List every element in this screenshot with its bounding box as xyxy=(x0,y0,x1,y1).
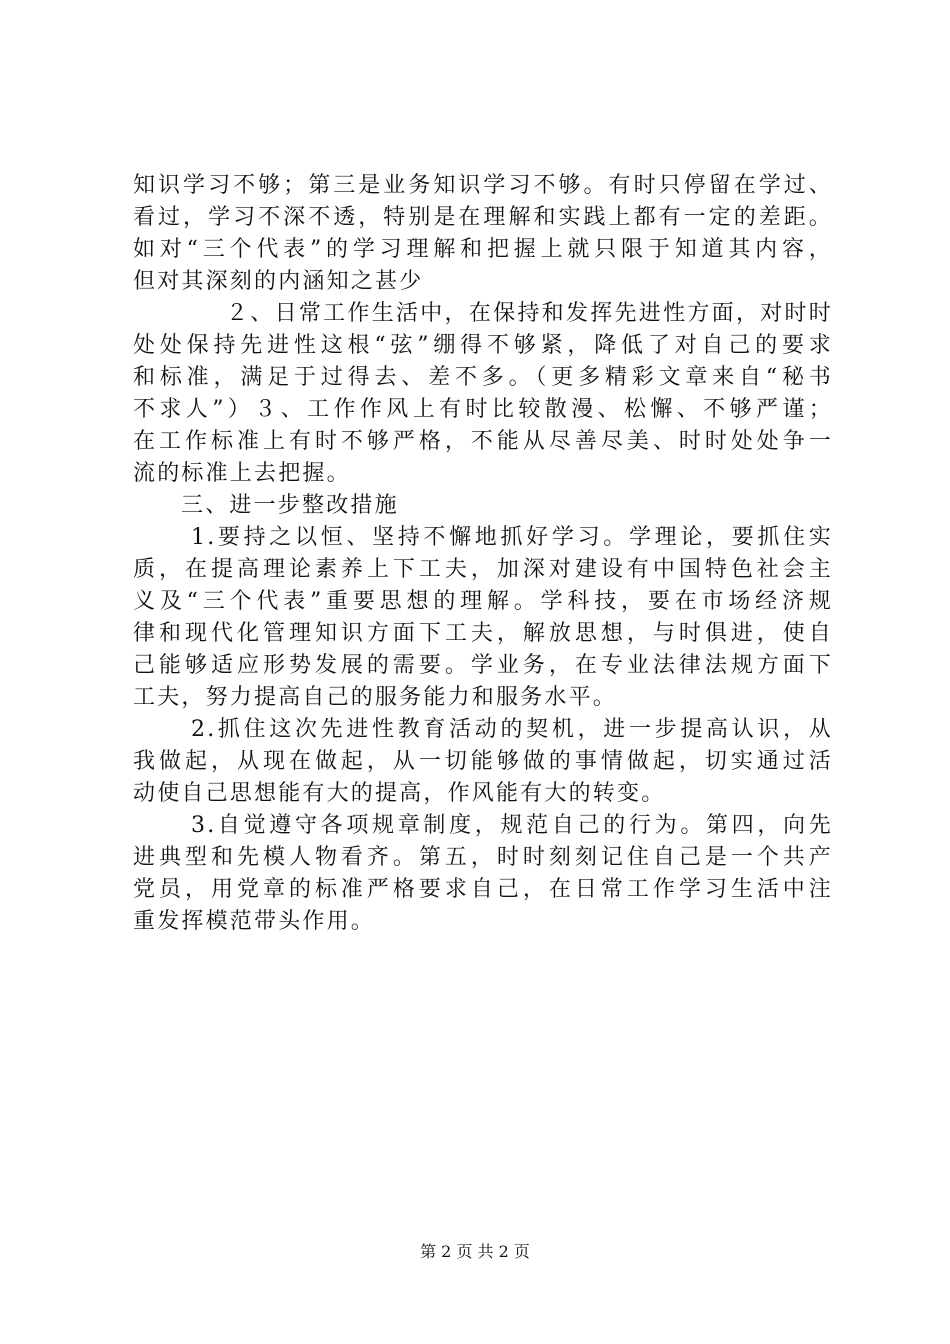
text-line: 流的标准上去把握。 xyxy=(133,461,351,486)
text-line: 律和现代化管理知识方面下工夫，解放思想，与时俱进，使自 xyxy=(133,621,833,646)
text-line: 党员，用党章的标准严格要求自己，在日常工作学习生活中注 xyxy=(133,877,833,902)
text-line: 义及“三个代表”重要思想的理解。学科技，要在市场经济规 xyxy=(133,589,833,614)
text-line: 工夫，努力提高自己的服务能力和服务水平。 xyxy=(133,685,618,710)
text-line: 如对“三个代表”的学习理解和把握上就只限于知道其内容， xyxy=(133,237,833,262)
text-line: 在工作标准上有时不够严格，不能从尽善尽美、时时处处争一 xyxy=(133,429,833,454)
paragraph-first-line: ２、日常工作生活中，在保持和发挥先进性方面，对时时 xyxy=(226,301,833,326)
text-line: 我做起，从现在做起，从一切能够做的事情做起，切实通过活 xyxy=(133,749,833,774)
section-heading: 三、进一步整改措施 xyxy=(181,493,399,518)
text-line: 处处保持先进性这根“弦”绷得不够紧，降低了对自己的要求 xyxy=(133,333,833,358)
text-line: 进典型和先模人物看齐。第五，时时刻刻记住自己是一个共产 xyxy=(133,845,833,870)
text-line: 重发挥模范带头作用。 xyxy=(133,909,376,934)
text-line: 但对其深刻的内涵知之甚少 xyxy=(133,269,424,294)
text-line: 和标准，满足于过得去、差不多。（更多精彩文章来自“秘书 xyxy=(133,365,833,390)
paragraph-first-line: 1.要持之以恒、坚持不懈地抓好学习。学理论，要抓住实 xyxy=(191,525,833,550)
paragraph-first-line: 3.自觉遵守各项规章制度，规范自己的行为。第四，向先 xyxy=(191,813,833,838)
text-line: 看过，学习不深不透，特别是在理解和实践上都有一定的差距。 xyxy=(133,205,833,230)
text-line: 不求人”）３、工作作风上有时比较散漫、松懈、不够严谨； xyxy=(133,397,833,422)
document-body xyxy=(133,170,833,938)
page-footer: 第 2 页 共 2 页 xyxy=(420,1242,530,1261)
text-line: 己能够适应形势发展的需要。学业务，在专业法律法规方面下 xyxy=(133,653,833,678)
paragraph-first-line: 2.抓住这次先进性教育活动的契机，进一步提高认识，从 xyxy=(191,717,833,742)
text-line: 动使自己思想能有大的提高，作风能有大的转变。 xyxy=(133,781,666,806)
text-line: 知识学习不够；第三是业务知识学习不够。有时只停留在学过、 xyxy=(133,173,833,198)
text-line: 质，在提高理论素养上下工夫，加深对建设有中国特色社会主 xyxy=(133,557,833,582)
